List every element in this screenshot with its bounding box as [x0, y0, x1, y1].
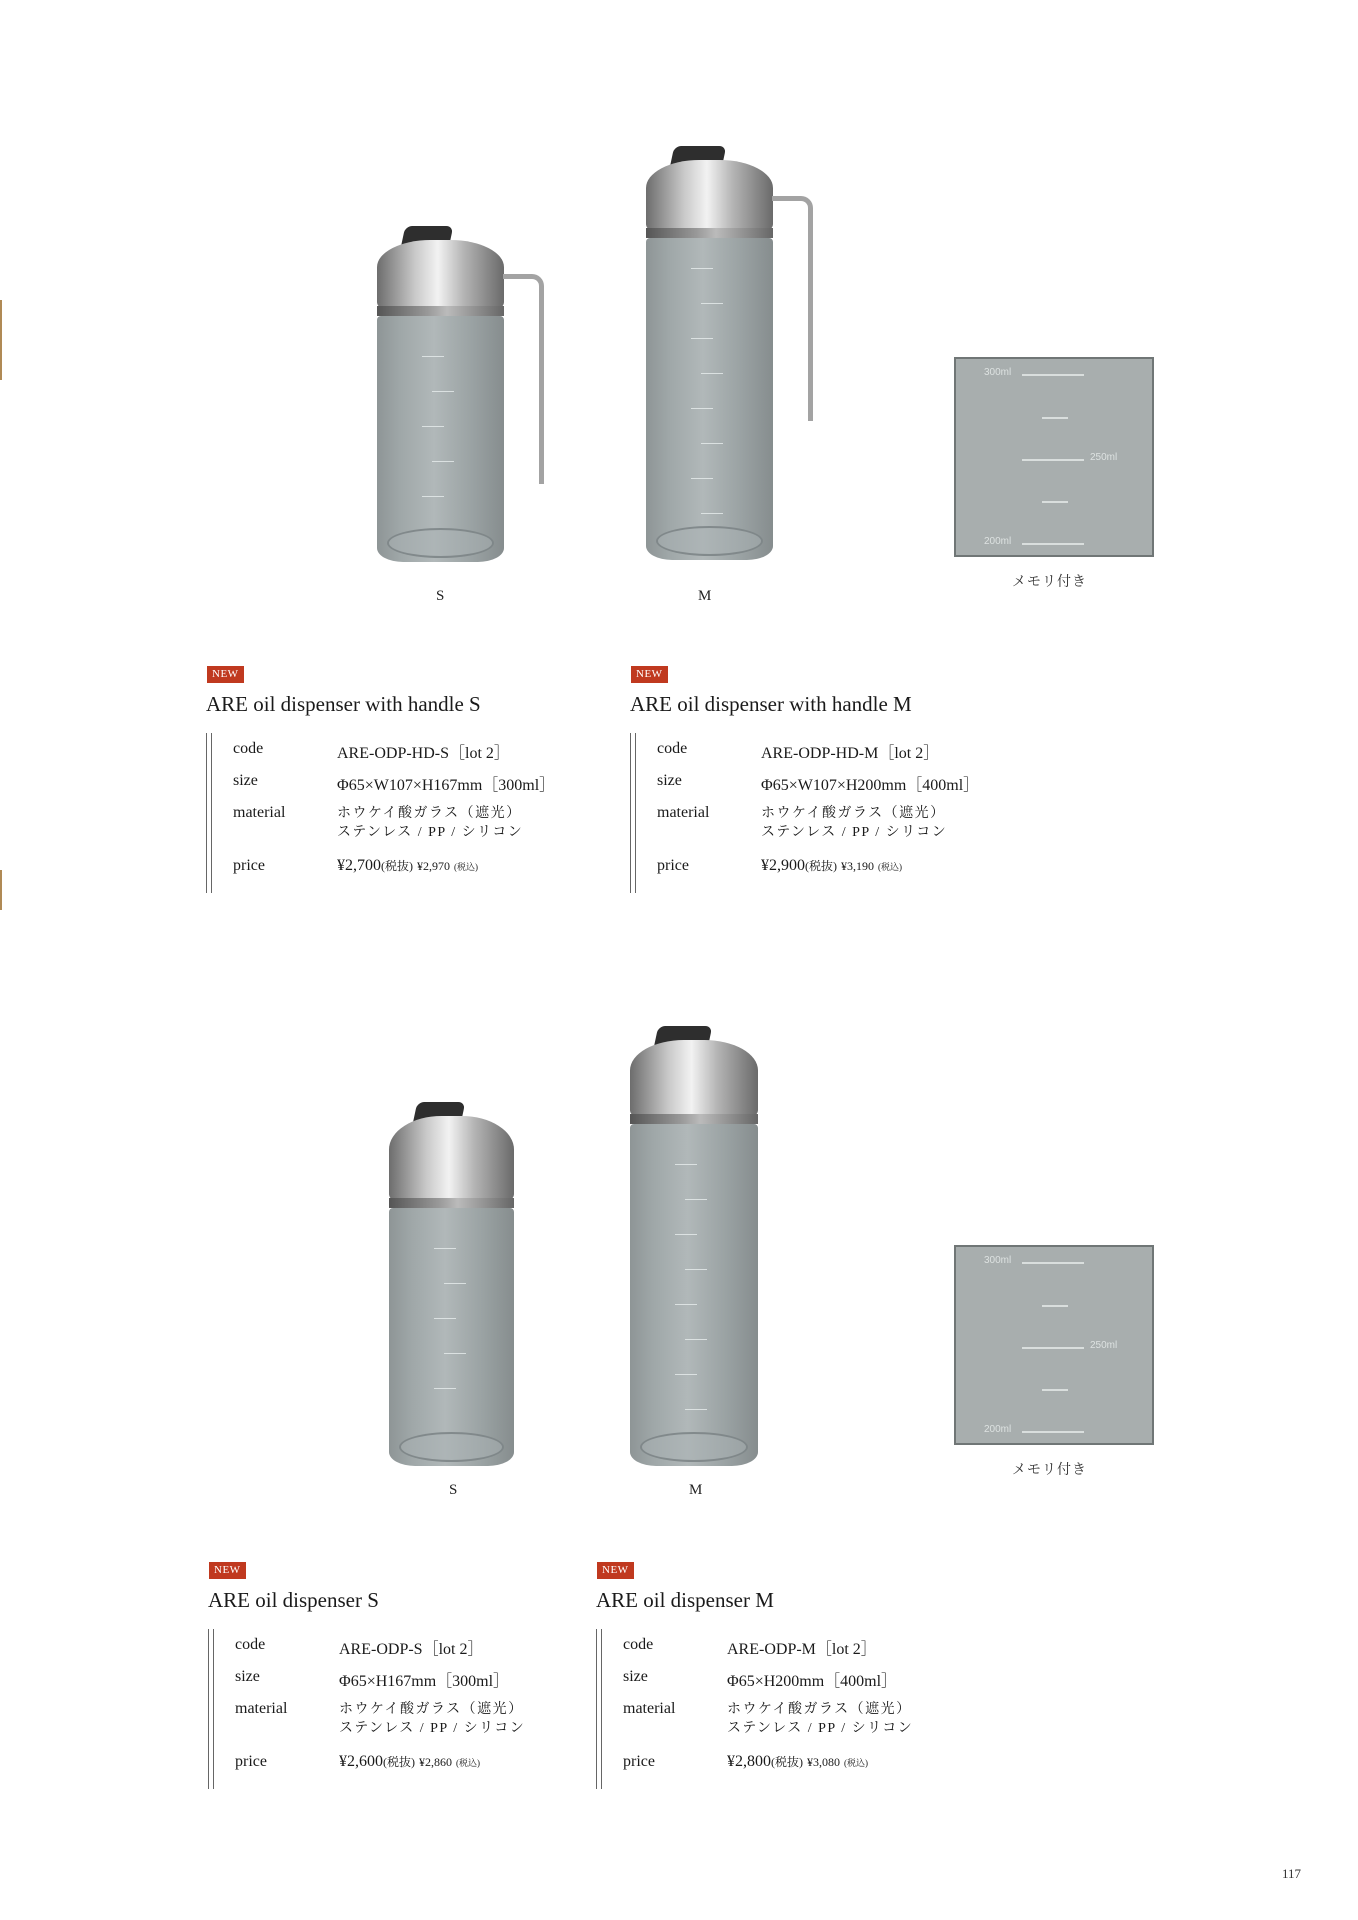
tax-in-note: (税込)	[456, 1758, 480, 1768]
price-ex-tax: ¥2,800	[727, 1753, 771, 1770]
tax-ex-note: (税抜)	[383, 1755, 415, 1769]
code-label: code	[657, 740, 688, 757]
product-size: Φ65×H200mm［400ml］	[727, 1673, 898, 1690]
page-number: 117	[1282, 1866, 1302, 1881]
size-label: size	[233, 772, 258, 789]
bottle-s-image	[389, 1116, 514, 1466]
product-size: Φ65×W107×H200mm［400ml］	[761, 777, 980, 794]
product-code: ARE-ODP-S［lot 2］	[339, 1641, 484, 1658]
spec-table	[208, 1629, 548, 1789]
scale-label-200: 200ml	[984, 1424, 1012, 1435]
product-title: ARE oil dispenser M	[596, 1588, 774, 1612]
tax-in-note: (税込)	[454, 862, 478, 872]
edge-mark	[0, 870, 2, 910]
bottle-handle-s-image	[377, 240, 504, 562]
bottle-m-image	[630, 1040, 758, 1466]
new-badge: NEW	[597, 1562, 634, 1579]
scale-label-250: 250ml	[1090, 1340, 1118, 1351]
price-label: price	[623, 1753, 655, 1770]
spec-table	[596, 1629, 936, 1789]
price-in-tax: ¥3,080	[807, 1755, 840, 1769]
new-badge: NEW	[207, 666, 244, 683]
price-label: price	[233, 857, 265, 874]
code-label: code	[233, 740, 264, 757]
price-in-tax: ¥2,970	[417, 859, 450, 873]
material-label: material	[235, 1700, 288, 1717]
price-in-tax: ¥2,860	[419, 1755, 452, 1769]
product-code: ARE-ODP-HD-M［lot 2］	[761, 745, 940, 762]
edge-mark	[0, 300, 2, 380]
price-in-tax: ¥3,190	[841, 859, 874, 873]
tax-in-note: (税込)	[844, 1758, 868, 1768]
spec-table	[206, 733, 586, 893]
bottle-handle-m-image	[646, 160, 773, 560]
scale-label-200: 200ml	[984, 536, 1012, 547]
price-ex-tax: ¥2,600	[339, 1753, 383, 1770]
handle-s	[503, 274, 544, 484]
product-title: ARE oil dispenser with handle S	[206, 692, 481, 716]
size-caption-m: M	[689, 1482, 703, 1498]
material-label: material	[623, 1700, 676, 1717]
scale-label-300: 300ml	[984, 1255, 1012, 1266]
material-line-1: ホウケイ酸ガラス（遮光）	[339, 1702, 524, 1717]
tax-ex-note: (税抜)	[771, 1755, 803, 1769]
material-line-2: ステンレス / PP / シリコン	[761, 825, 948, 840]
size-label: size	[623, 1668, 648, 1685]
scale-label-300: 300ml	[984, 367, 1012, 378]
price-label: price	[657, 857, 689, 874]
price-label: price	[235, 1753, 267, 1770]
new-badge: NEW	[631, 666, 668, 683]
product-code: ARE-ODP-HD-S［lot 2］	[337, 745, 510, 762]
product-code: ARE-ODP-M［lot 2］	[727, 1641, 877, 1658]
handle-m	[772, 196, 813, 421]
code-label: code	[235, 1636, 266, 1653]
tax-ex-note: (税抜)	[805, 859, 837, 873]
tax-in-note: (税込)	[878, 862, 902, 872]
size-label: size	[235, 1668, 260, 1685]
material-label: material	[657, 804, 710, 821]
size-caption-s: S	[436, 588, 445, 604]
size-caption-m: M	[698, 588, 712, 604]
new-badge: NEW	[209, 1562, 246, 1579]
code-label: code	[623, 1636, 654, 1653]
product-title: ARE oil dispenser S	[208, 1588, 379, 1612]
product-size: Φ65×W107×H167mm［300ml］	[337, 777, 556, 794]
product-size: Φ65×H167mm［300ml］	[339, 1673, 510, 1690]
scale-caption: メモリ付き	[1012, 575, 1087, 590]
size-caption-s: S	[449, 1482, 458, 1498]
price-ex-tax: ¥2,700	[337, 857, 381, 874]
material-line-1: ホウケイ酸ガラス（遮光）	[761, 806, 946, 821]
scale-caption: メモリ付き	[1012, 1463, 1087, 1478]
size-label: size	[657, 772, 682, 789]
scale-label-250: 250ml	[1090, 452, 1118, 463]
material-line-2: ステンレス / PP / シリコン	[727, 1721, 914, 1736]
material-line-2: ステンレス / PP / シリコン	[339, 1721, 526, 1736]
product-title: ARE oil dispenser with handle M	[630, 692, 912, 716]
material-line-1: ホウケイ酸ガラス（遮光）	[727, 1702, 912, 1717]
scale-detail-image	[954, 1245, 1154, 1445]
spec-table	[630, 733, 1010, 893]
price-ex-tax: ¥2,900	[761, 857, 805, 874]
material-line-1: ホウケイ酸ガラス（遮光）	[337, 806, 522, 821]
material-line-2: ステンレス / PP / シリコン	[337, 825, 524, 840]
scale-detail-image	[954, 357, 1154, 557]
tax-ex-note: (税抜)	[381, 859, 413, 873]
material-label: material	[233, 804, 286, 821]
